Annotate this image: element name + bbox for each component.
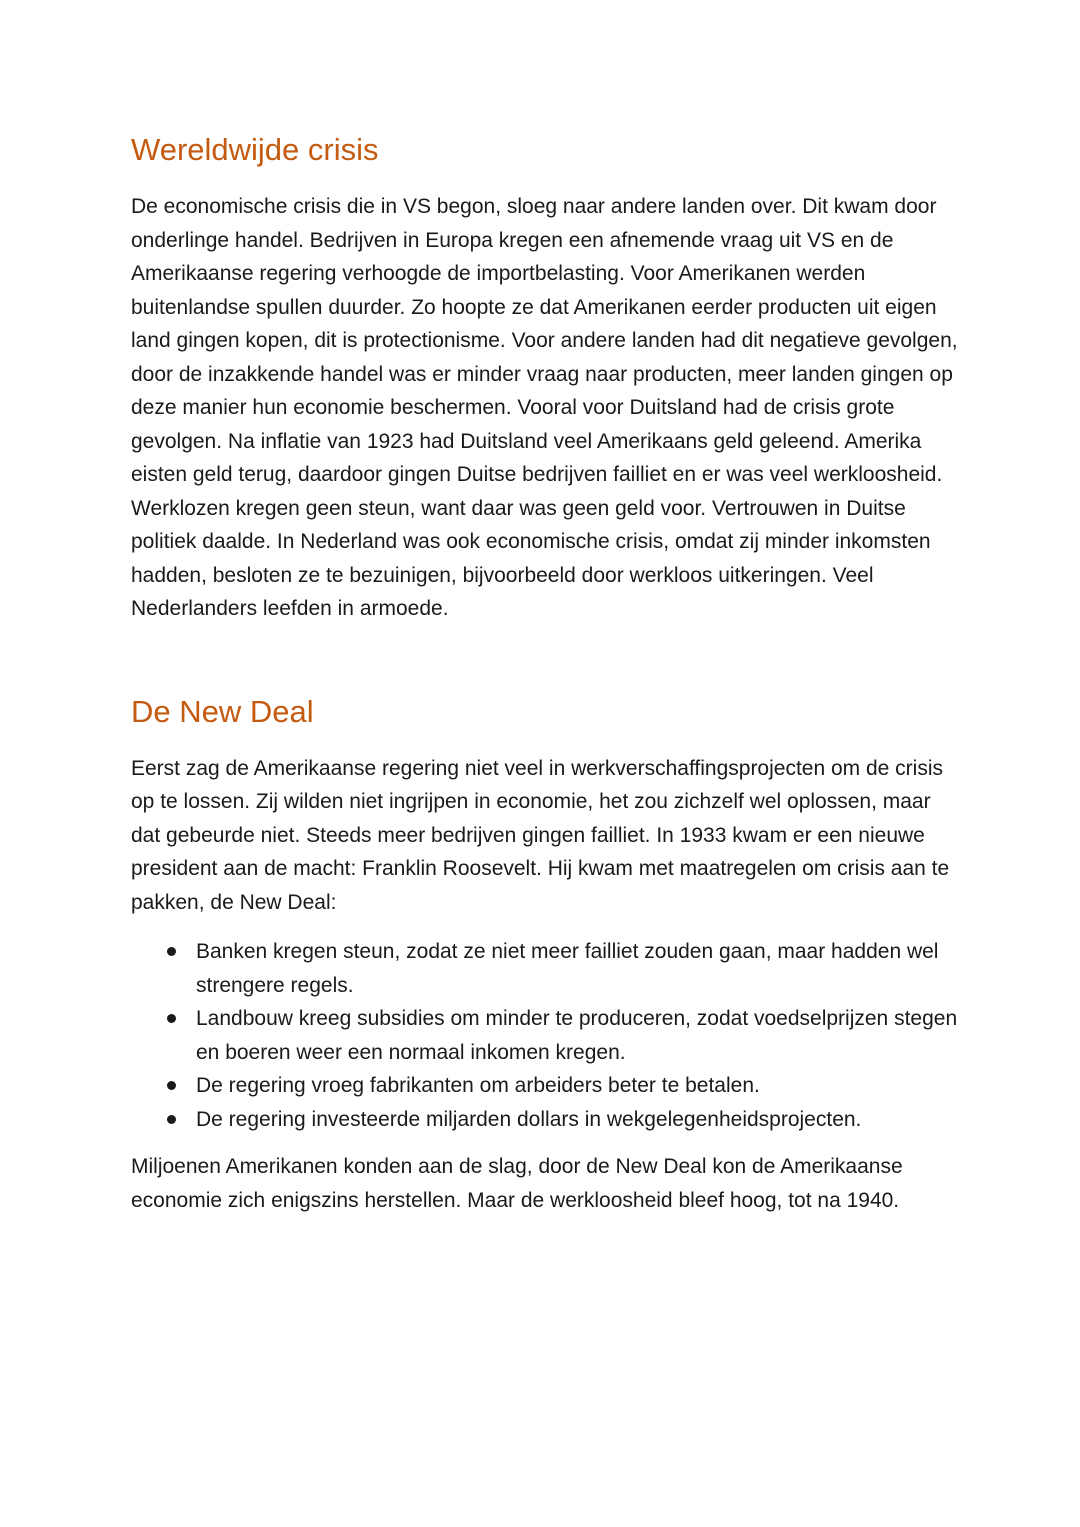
list-item-text: De regering investeerde miljarden dollars in wekgelegenheidsprojecten. (196, 1107, 862, 1131)
bullet-list (131, 935, 961, 1136)
section-heading: Wereldwijde crisis (131, 132, 379, 167)
bullet-icon (167, 1014, 176, 1023)
section-wereldwijde-crisis (131, 128, 961, 626)
list-item-text: Banken kregen steun, zodat ze niet meer failliet zouden gaan, maar hadden wel strengere regels. (196, 940, 939, 997)
list-item (131, 1069, 961, 1103)
list-item-text: Landbouw kreeg subsidies om minder te produceren, zodat voedselprijzen stegen en boeren weer een normaal inkomen kregen. (196, 1007, 958, 1064)
body-paragraph: De economische crisis die in VS begon, sloeg naar andere landen over. Dit kwam door onderlinge handel. Bedrijven in Europa kregen een afnemende vraag uit VS en de Amerikaanse regering verhoogde de importbelasting. Voor Amerikanen werden buitenlandse spullen duurder. Zo hoopte ze dat Amerikanen eerder producten uit eigen land gingen kopen, dit is protectionisme. Voor andere landen had dit negatieve gevolgen, door de inzakkende handel was er minder vraag naar producten, meer landen gingen op deze manier hun economie beschermen. Vooral voor Duitsland had de crisis grote gevolgen. Na inflatie van 1923 had Duitsland veel Amerikaans geld geleend. Amerika eisten geld terug, daardoor gingen Duitse bedrijven failliet en er was veel werkloosheid. Werklozen kregen geen steun, want daar was geen geld voor. Vertrouwen in Duitse politiek daalde. In Nederland was ook economische crisis, omdat zij minder inkomsten hadden, besloten ze te bezuinigen, bijvoorbeeld door werkloos uitkeringen. Veel Nederlanders leefden in armoede. (131, 195, 958, 620)
bullet-icon (167, 947, 176, 956)
intro-paragraph: Eerst zag de Amerikaanse regering niet veel in werkverschaffingsprojecten om de crisis op te lossen. Zij wilden niet ingrijpen in economie, het zou zichzelf wel oplossen, maar dat gebeurde niet. Steeds meer bedrijven gingen failliet. In 1933 kwam er een nieuwe president aan de macht: Franklin Roosevelt. Hij kwam met maatregelen om crisis aan te pakken, de New Deal: (131, 756, 950, 914)
section-heading: De New Deal (131, 693, 314, 729)
section-new-deal (131, 690, 961, 1218)
document-page (131, 128, 961, 1217)
list-item (131, 1103, 961, 1137)
conclusion-paragraph: Miljoenen Amerikanen konden aan de slag, door de New Deal kon de Amerikaanse economie zich enigszins herstellen. Maar de werkloosheid bleef hoog, tot na 1940. (131, 1155, 903, 1212)
list-item (131, 935, 961, 1002)
list-item (131, 1002, 961, 1069)
list-item-text: De regering vroeg fabrikanten om arbeiders beter te betalen. (196, 1074, 760, 1097)
bullet-icon (167, 1081, 176, 1090)
bullet-icon (167, 1115, 176, 1124)
